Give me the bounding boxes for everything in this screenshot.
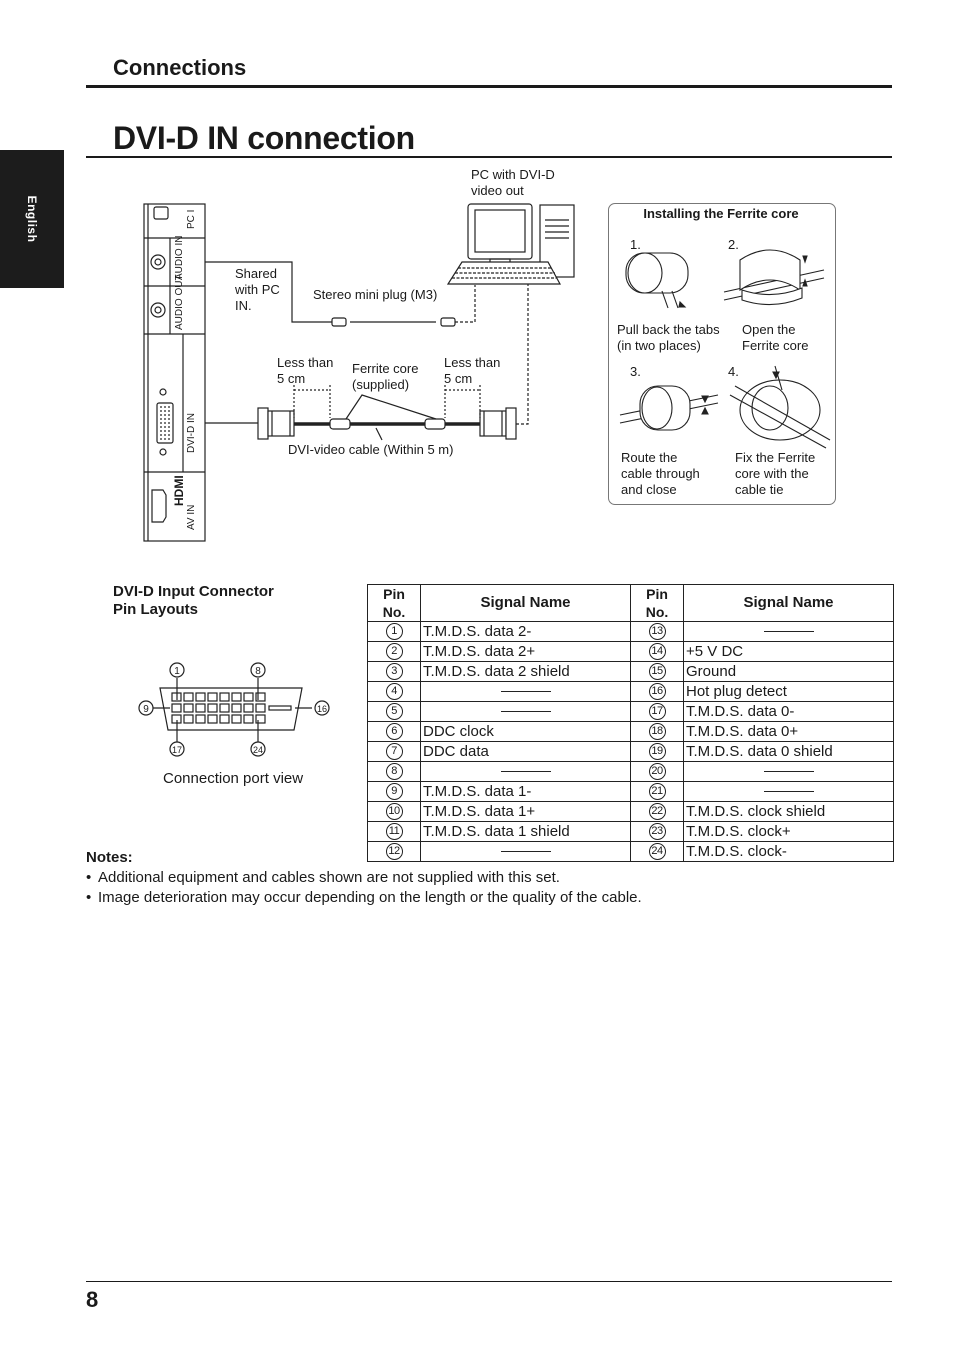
signal-name-cell: DDC data (421, 742, 631, 762)
pin-number-cell (368, 742, 421, 762)
pin-number-cell (368, 782, 421, 802)
pin-number-badge: 20 (649, 763, 666, 780)
pin-number-badge: 3 (386, 663, 403, 680)
panel-av-in-label: AV IN (186, 504, 197, 530)
pin-number-badge: 5 (386, 703, 403, 720)
ferrite-step2-num: 2. (728, 237, 739, 252)
audio-in-jack (151, 255, 165, 269)
dvi-pin (244, 704, 253, 712)
note-item: • Additional equipment and cables shown are not supplied with this set. (86, 868, 642, 888)
pin-number-badge: 21 (649, 783, 666, 800)
ferrite-install-title: Installing the Ferrite core (643, 206, 799, 221)
pin-number-badge: 19 (649, 743, 666, 760)
pin-number-badge: 9 (386, 783, 403, 800)
signal-name-cell: T.M.D.S. data 1+ (421, 802, 631, 822)
dvi-pin (184, 704, 193, 712)
dvi-pin (220, 704, 229, 712)
signal-name-cell (684, 762, 894, 782)
dvi-pin (232, 704, 241, 712)
pin-number-badge: 10 (386, 803, 403, 820)
pin-number-cell (631, 782, 684, 802)
signal-name-cell: T.M.D.S. data 1- (421, 782, 631, 802)
signal-name-cell (421, 682, 631, 702)
dvi-pin (208, 715, 217, 723)
dvi-pin (184, 715, 193, 723)
signal-name-cell: T.M.D.S. data 0- (684, 702, 894, 722)
ferrite-step1-num: 1. (630, 237, 641, 252)
footer-rule (86, 1281, 892, 1282)
pin-number-cell (631, 742, 684, 762)
ferrite-core-right (425, 419, 445, 429)
pin-number-badge: 6 (386, 723, 403, 740)
pin-number-cell (368, 822, 421, 842)
dvi-pin (196, 715, 205, 723)
pin-number-cell (631, 702, 684, 722)
panel-pc-label: PC I (186, 209, 197, 229)
table-row (368, 702, 894, 722)
dvi-pin (196, 704, 205, 712)
pin-number-cell (368, 622, 421, 642)
page-title: DVI-D IN connection (113, 120, 415, 156)
dvi-pin (208, 693, 217, 701)
page-number: 8 (86, 1287, 99, 1312)
dvi-pin (220, 693, 229, 701)
empty-signal-dash (764, 771, 814, 772)
pin-number-badge: 1 (386, 623, 403, 640)
pin-signal-table (367, 584, 894, 862)
pin-number-badge: 11 (386, 823, 403, 840)
ferrite-step2-text: Open the Ferrite core (742, 322, 809, 353)
dvi-pin (244, 715, 253, 723)
pin-marker-8-text: 8 (255, 666, 261, 677)
ferrite-supplied-label: Ferrite core (supplied) (352, 361, 419, 392)
section-title: Connections (113, 55, 247, 80)
pin-number-badge: 23 (649, 823, 666, 840)
header-pin-no-left: Pin No. (368, 585, 421, 622)
ferrite-core-left (330, 419, 350, 429)
ferrite-step1-text: Pull back the tabs (in two places) (617, 322, 720, 353)
less-than-left-label: Less than 5 cm (277, 355, 334, 386)
pin-number-cell (631, 622, 684, 642)
table-row (368, 722, 894, 742)
table-row (368, 782, 894, 802)
note-item: • Image deterioration may occur depending on the length or the quality of the cable. (86, 888, 642, 908)
pin-number-cell (631, 682, 684, 702)
audio-out-jack (151, 303, 165, 317)
pin-number-cell (631, 822, 684, 842)
table-row (368, 642, 894, 662)
dvi-pin (208, 704, 217, 712)
mini-plug-left (332, 318, 346, 326)
empty-signal-dash (501, 771, 551, 772)
pc-port (154, 207, 168, 219)
pin-marker-1-text: 1 (174, 666, 180, 677)
table-row (368, 662, 894, 682)
signal-name-cell (421, 762, 631, 782)
pin-number-cell (368, 682, 421, 702)
pin-number-badge: 18 (649, 723, 666, 740)
pin-number-cell (368, 662, 421, 682)
ferrite-step3-num: 3. (630, 364, 641, 379)
dvi-pin (244, 693, 253, 701)
shared-label: Shared with PC IN. (235, 266, 280, 313)
empty-signal-dash (501, 711, 551, 712)
header-signal-left: Signal Name (421, 585, 631, 622)
dvi-pin (256, 704, 265, 712)
dvi-connector-diagram (130, 650, 340, 765)
signal-name-cell: T.M.D.S. clock shield (684, 802, 894, 822)
pin-marker-17-text: 17 (171, 745, 183, 755)
panel-dvi-label: DVI-D IN (186, 413, 197, 453)
signal-name-cell: T.M.D.S. data 0+ (684, 722, 894, 742)
panel-audio-in-label: AUDIO IN (174, 235, 185, 280)
hdmi-port (152, 490, 166, 522)
pin-number-cell (368, 722, 421, 742)
mini-plug-right (441, 318, 455, 326)
pin-marker-24-text: 24 (252, 745, 264, 755)
signal-name-cell: T.M.D.S. data 2 shield (421, 662, 631, 682)
signal-name-cell: Hot plug detect (684, 682, 894, 702)
header-signal-right: Signal Name (684, 585, 894, 622)
dvi-pin (232, 715, 241, 723)
signal-name-cell: T.M.D.S. data 0 shield (684, 742, 894, 762)
dvi-pin (196, 693, 205, 701)
signal-name-cell: T.M.D.S. clock+ (684, 822, 894, 842)
table-row (368, 822, 894, 842)
dvi-pin (256, 715, 265, 723)
signal-name-cell (684, 782, 894, 802)
header-pin-no-right: Pin No. (631, 585, 684, 622)
signal-name-cell (421, 702, 631, 722)
dvi-pin (232, 693, 241, 701)
signal-name-cell: T.M.D.S. data 2- (421, 622, 631, 642)
pin-number-badge: 14 (649, 643, 666, 660)
table-row (368, 802, 894, 822)
pin-number-cell (368, 702, 421, 722)
pin-number-badge: 12 (386, 843, 403, 860)
panel-hdmi-label: HDMI (172, 475, 186, 506)
table-row (368, 622, 894, 642)
ferrite-step4-text: Fix the Ferrite core with the cable tie (735, 450, 816, 497)
empty-signal-dash (764, 791, 814, 792)
language-tab-label: English (25, 195, 39, 243)
ferrite-step4-num: 4. (728, 364, 739, 379)
signal-name-cell: T.M.D.S. data 1 shield (421, 822, 631, 842)
dvi-flat-blade (269, 706, 291, 710)
pin-number-cell (631, 642, 684, 662)
pin-number-badge: 22 (649, 803, 666, 820)
pin-marker-16-text: 16 (316, 704, 328, 714)
ferrite-step3-text: Route the cable through and close (621, 450, 700, 497)
pin-number-badge: 8 (386, 763, 403, 780)
pin-number-badge: 17 (649, 703, 666, 720)
pin-number-badge: 15 (649, 663, 666, 680)
signal-name-cell (684, 622, 894, 642)
signal-name-cell: Ground (684, 662, 894, 682)
pin-number-cell (631, 662, 684, 682)
cable-label: DVI-video cable (Within 5 m) (288, 442, 454, 457)
pin-number-badge: 4 (386, 683, 403, 700)
pin-number-cell (368, 802, 421, 822)
dvi-pin (184, 693, 193, 701)
dvi-pin (172, 704, 181, 712)
pin-number-badge: 2 (386, 643, 403, 660)
pc-monitor (468, 204, 532, 259)
pin-number-cell (631, 802, 684, 822)
pin-number-cell (631, 722, 684, 742)
panel-audio-out-label: AUDIO OUT (174, 274, 185, 330)
empty-signal-dash (764, 631, 814, 632)
pin-number-cell (368, 762, 421, 782)
signal-name-cell: +5 V DC (684, 642, 894, 662)
signal-name-cell: T.M.D.S. clock- (684, 842, 894, 862)
pin-layout-title: DVI-D Input Connector Pin Layouts (113, 583, 274, 618)
dvi-plug-left (258, 408, 268, 439)
pin-number-badge: 13 (649, 623, 666, 640)
pin-number-cell (631, 762, 684, 782)
table-row (368, 682, 894, 702)
pin-marker-9-text: 9 (143, 704, 149, 715)
pc-label: PC with DVI-D video out (471, 167, 555, 198)
stereo-plug-label: Stereo mini plug (M3) (313, 287, 438, 302)
pin-number-cell (368, 642, 421, 662)
pin-number-badge: 24 (649, 843, 666, 860)
port-view-caption: Connection port view (163, 770, 304, 787)
table-row (368, 762, 894, 782)
signal-name-cell: T.M.D.S. data 2+ (421, 642, 631, 662)
notes (86, 848, 642, 908)
notes-title: Notes: (86, 849, 133, 866)
table-row (368, 742, 894, 762)
dvi-pin (256, 693, 265, 701)
dvi-pin (220, 715, 229, 723)
pin-number-badge: 16 (649, 683, 666, 700)
empty-signal-dash (501, 691, 551, 692)
less-than-right-label: Less than 5 cm (444, 355, 501, 386)
table-header-row (368, 585, 894, 622)
pin-number-badge: 7 (386, 743, 403, 760)
signal-name-cell: DDC clock (421, 722, 631, 742)
